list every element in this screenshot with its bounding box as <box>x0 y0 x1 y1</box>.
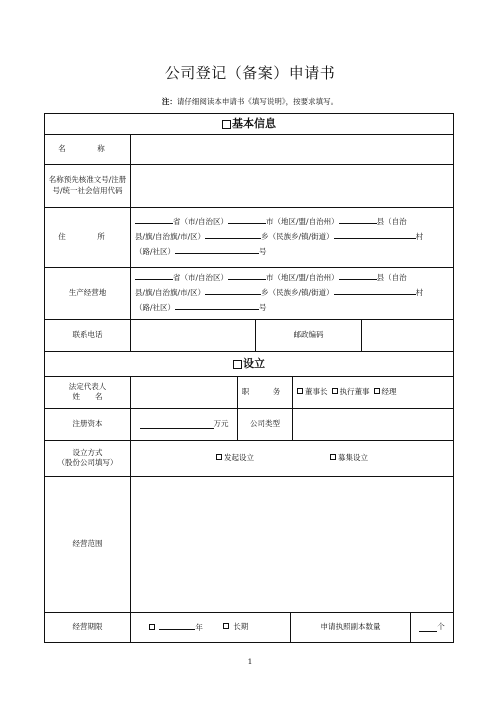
postal-field[interactable] <box>362 319 453 351</box>
capital-field[interactable] <box>131 408 237 440</box>
name-field[interactable] <box>131 134 453 164</box>
addr-city: 市（地区/盟/自治州） <box>266 217 339 226</box>
term-options <box>131 612 290 642</box>
postal-label: 邮政编码 <box>293 329 324 339</box>
section-setup-label: 设立 <box>243 356 265 370</box>
checkbox-icon <box>297 388 303 394</box>
addr-province: 省（市/自治区） <box>173 217 229 226</box>
blank-line <box>135 270 173 280</box>
section-setup <box>45 352 453 376</box>
term-option-long[interactable]: 长期 <box>223 622 248 632</box>
blank-line <box>339 270 377 280</box>
addr-township: 乡（民族乡/镇/街道） <box>261 232 334 241</box>
blank-line <box>175 244 259 254</box>
addr-county-b: 县/旗/自治旗/市/区） <box>135 288 206 297</box>
blank-line <box>228 270 266 280</box>
checkbox-icon <box>222 120 231 129</box>
phone-field[interactable] <box>131 319 255 351</box>
term-option-years[interactable]: 年 <box>149 620 203 633</box>
name-label: 名 称 <box>58 143 117 153</box>
company-type-label: 公司类型 <box>250 418 280 428</box>
position-label: 职 务 <box>241 386 289 396</box>
legal-rep-label-line2: 姓 名 <box>72 392 103 401</box>
addr-county-a: 县（自治 <box>376 217 407 226</box>
note-prefix: 注： <box>161 97 177 106</box>
position-option-manager[interactable]: 经理 <box>374 387 397 397</box>
section-basic-label: 基本信息 <box>232 116 276 130</box>
legal-rep-label <box>45 376 130 408</box>
blank-line <box>334 229 416 239</box>
legal-rep-label-line1: 法定代表人 <box>68 381 107 391</box>
copies-unit: 个 <box>437 621 445 631</box>
position-option-executive-director[interactable]: 执行董事 <box>332 387 370 397</box>
code-field[interactable] <box>131 164 453 207</box>
addr-county-b: 县/旗/自治旗/市/区） <box>135 232 206 241</box>
business-address-field[interactable] <box>131 270 453 315</box>
address-label: 住 所 <box>58 231 117 241</box>
page-title: 公司登记（备案）申请书 <box>164 64 336 82</box>
blank-line <box>334 285 416 295</box>
method-option-promotion[interactable]: 发起设立 <box>216 453 254 463</box>
setup-method-options <box>131 440 453 476</box>
addr-village-b: （路/社区） <box>135 303 176 312</box>
blank-line <box>159 620 195 630</box>
blank-line <box>339 214 377 224</box>
blank-line <box>205 229 261 239</box>
blank-line <box>140 419 214 429</box>
license-copies-field[interactable] <box>411 612 453 642</box>
checkbox-icon <box>233 360 242 369</box>
checkbox-icon <box>374 388 380 394</box>
position-option-chairman[interactable]: 董事长 <box>297 387 328 397</box>
capital-label: 注册资本 <box>72 418 103 428</box>
section-basic-info <box>45 114 453 134</box>
checkbox-icon <box>216 454 222 460</box>
capital-unit: 万元 <box>213 418 229 428</box>
setup-method-label <box>45 440 130 476</box>
addr-city: 市（地区/盟/自治州） <box>266 273 339 282</box>
note-text: 请仔细阅读本申请书《填写说明》，按要求填写。 <box>176 97 339 106</box>
company-type-field[interactable] <box>293 408 453 440</box>
instruction-note <box>0 96 500 107</box>
checkbox-icon <box>149 624 155 630</box>
addr-village-b: （路/社区） <box>135 247 176 256</box>
checkbox-icon <box>223 623 229 629</box>
page-number: 1 <box>247 657 253 666</box>
code-label: 名称预先核准文号/注册号/统一社会信用代码 <box>48 175 127 195</box>
addr-number: 号 <box>259 247 267 256</box>
legal-rep-field[interactable] <box>131 376 237 408</box>
blank-line <box>419 622 437 632</box>
position-options <box>293 376 453 408</box>
blank-line <box>205 285 261 295</box>
addr-province: 省（市/自治区） <box>173 273 229 282</box>
addr-county-a: 县（自治 <box>376 273 407 282</box>
business-scope-field[interactable] <box>131 476 453 612</box>
checkbox-icon <box>330 454 336 460</box>
addr-number: 号 <box>259 303 267 312</box>
blank-line <box>228 214 266 224</box>
address-field[interactable] <box>131 214 453 259</box>
setup-method-label-line2: （股份公司填写） <box>57 458 118 467</box>
blank-line <box>175 300 259 310</box>
license-copies-label: 申请执照副本数量 <box>320 621 381 631</box>
business-address-label: 生产经营地 <box>68 287 107 297</box>
setup-method-label-line1: 设立方式 <box>72 447 103 457</box>
term-label: 经营期限 <box>72 621 103 631</box>
phone-label: 联系电话 <box>72 329 103 339</box>
addr-village-a: 村 <box>415 232 424 241</box>
business-scope-label: 经营范围 <box>72 538 103 548</box>
addr-village-a: 村 <box>415 288 424 297</box>
checkbox-icon <box>332 388 338 394</box>
addr-township: 乡（民族乡/镇/街道） <box>261 288 334 297</box>
blank-line <box>135 214 173 224</box>
method-option-offering[interactable]: 募集设立 <box>330 453 368 463</box>
application-form <box>44 113 454 643</box>
